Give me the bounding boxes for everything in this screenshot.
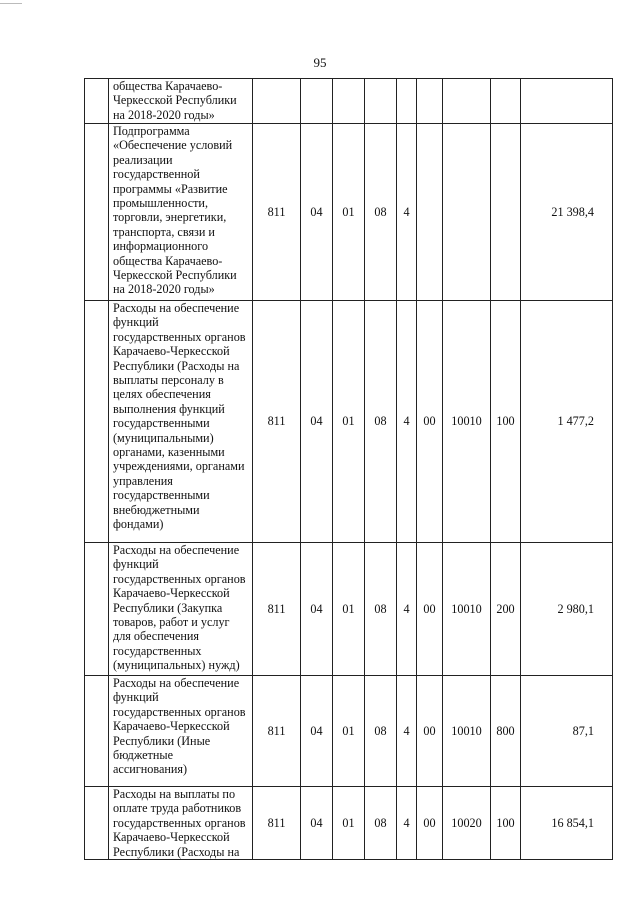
table-body xyxy=(85,79,613,860)
cell-subsection: 01 xyxy=(333,124,365,301)
page-number: 95 xyxy=(313,55,327,70)
cell-subprogram: 4 xyxy=(397,787,417,860)
cell-amount: 21 398,4 xyxy=(521,124,613,301)
cell-subsection: 01 xyxy=(333,787,365,860)
cell-description: общества Карачаево- Черкесской Республики на 2018-2020 годы» xyxy=(109,79,253,124)
cell-main-activity xyxy=(417,124,443,301)
cell-direction: 10010 xyxy=(443,301,491,543)
cell-direction xyxy=(443,79,491,124)
cell-program: 08 xyxy=(365,124,397,301)
cell-expense-type: 100 xyxy=(491,301,521,543)
cell-blank xyxy=(85,676,109,787)
cell-expense-type: 200 xyxy=(491,543,521,676)
cell-direction: 10020 xyxy=(443,787,491,860)
cell-subsection: 01 xyxy=(333,543,365,676)
cell-direction: 10010 xyxy=(443,676,491,787)
cell-ministry: 811 xyxy=(253,301,301,543)
cell-subprogram: 4 xyxy=(397,543,417,676)
cell-subsection: 01 xyxy=(333,301,365,543)
cell-section: 04 xyxy=(301,676,333,787)
cell-subsection: 01 xyxy=(333,676,365,787)
cell-program: 08 xyxy=(365,787,397,860)
cell-ministry xyxy=(253,79,301,124)
cell-program: 08 xyxy=(365,676,397,787)
cell-main-activity xyxy=(417,79,443,124)
cell-expense-type xyxy=(491,79,521,124)
cell-program: 08 xyxy=(365,301,397,543)
cell-program xyxy=(365,79,397,124)
cell-blank xyxy=(85,124,109,301)
cell-section: 04 xyxy=(301,124,333,301)
scan-corner-mark xyxy=(0,3,22,4)
cell-blank xyxy=(85,543,109,676)
cell-main-activity: 00 xyxy=(417,543,443,676)
cell-ministry: 811 xyxy=(253,676,301,787)
cell-amount: 1 477,2 xyxy=(521,301,613,543)
cell-amount: 16 854,1 xyxy=(521,787,613,860)
cell-section xyxy=(301,79,333,124)
table-row xyxy=(85,787,613,860)
cell-amount xyxy=(521,79,613,124)
cell-subsection xyxy=(333,79,365,124)
table-row xyxy=(85,79,613,124)
cell-ministry: 811 xyxy=(253,124,301,301)
table-row xyxy=(85,301,613,543)
cell-main-activity: 00 xyxy=(417,676,443,787)
cell-section: 04 xyxy=(301,301,333,543)
cell-amount: 2 980,1 xyxy=(521,543,613,676)
cell-subprogram: 4 xyxy=(397,124,417,301)
cell-direction xyxy=(443,124,491,301)
cell-ministry: 811 xyxy=(253,787,301,860)
cell-description: Расходы на обеспечение функций государственных органов Карачаево-Черкесской Республики (Расходы на выплаты персоналу в целях обеспечения выполнения функций государственными (муниципальными) органами, казенными учреждениями, органами управления государственными внебюджетными фондами) xyxy=(109,301,253,543)
cell-subprogram: 4 xyxy=(397,676,417,787)
cell-section: 04 xyxy=(301,787,333,860)
cell-description: Расходы на обеспечение функций государственных органов Карачаево-Черкесской Республики (Закупка товаров, работ и услуг для обеспечения государственных (муниципальных) нужд) xyxy=(109,543,253,676)
cell-ministry: 811 xyxy=(253,543,301,676)
cell-subprogram: 4 xyxy=(397,301,417,543)
cell-direction: 10010 xyxy=(443,543,491,676)
cell-blank xyxy=(85,787,109,860)
cell-description: Расходы на обеспечение функций государственных органов Карачаево-Черкесской Республики (Иные бюджетные ассигнования) xyxy=(109,676,253,787)
table-row xyxy=(85,676,613,787)
cell-description: Подпрограмма «Обеспечение условий реализации государственной программы «Развитие промышленности, торговли, энергетики, транспорта, связи и информационного общества Карачаево- Черкесской Республики на 2018-2020 годы» xyxy=(109,124,253,301)
cell-blank xyxy=(85,301,109,543)
cell-blank xyxy=(85,79,109,124)
cell-main-activity: 00 xyxy=(417,787,443,860)
cell-subprogram xyxy=(397,79,417,124)
cell-description: Расходы на выплаты по оплате труда работников государственных органов Карачаево-Черкесской Республики (Расходы на xyxy=(109,787,253,860)
cell-expense-type xyxy=(491,124,521,301)
cell-expense-type: 100 xyxy=(491,787,521,860)
budget-table xyxy=(84,78,613,860)
cell-program: 08 xyxy=(365,543,397,676)
table-row xyxy=(85,543,613,676)
cell-expense-type: 800 xyxy=(491,676,521,787)
cell-section: 04 xyxy=(301,543,333,676)
cell-main-activity: 00 xyxy=(417,301,443,543)
table-row xyxy=(85,124,613,301)
cell-amount: 87,1 xyxy=(521,676,613,787)
